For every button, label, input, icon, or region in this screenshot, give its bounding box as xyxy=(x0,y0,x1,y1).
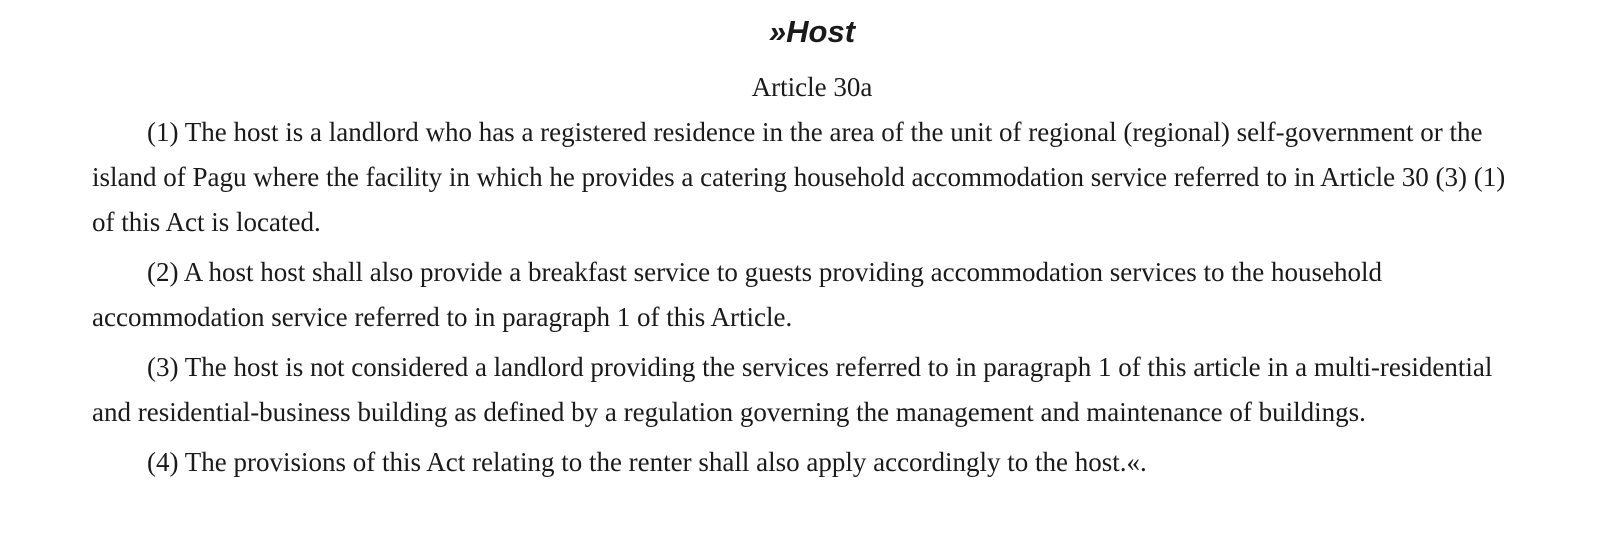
paragraph-4: (4) The provisions of this Act relating to the renter shall also apply accordingly to the host.«. xyxy=(147,447,1147,477)
article-number: Article 30a xyxy=(751,72,873,102)
paragraph-1: (1) The host is a landlord who has a registered residence in the area of the unit of regional (regional) self-government or the island of Pagu where the facility in which he provides a catering household accommodation service referred to in Article 30 (3) (1) of this Act is located. xyxy=(92,117,1506,237)
document-body xyxy=(92,0,1532,485)
paragraph-2: (2) A host host shall also provide a breakfast service to guests providing accommodation services to the household accommodation service referred to in paragraph 1 of this Article. xyxy=(92,257,1382,332)
section-heading: »Host xyxy=(768,14,856,49)
paragraph-3: (3) The host is not considered a landlord providing the services referred to in paragraph 1 of this article in a multi-residential and residential-business building as defined by a regulation governing the management and maintenance of buildings. xyxy=(92,352,1493,427)
